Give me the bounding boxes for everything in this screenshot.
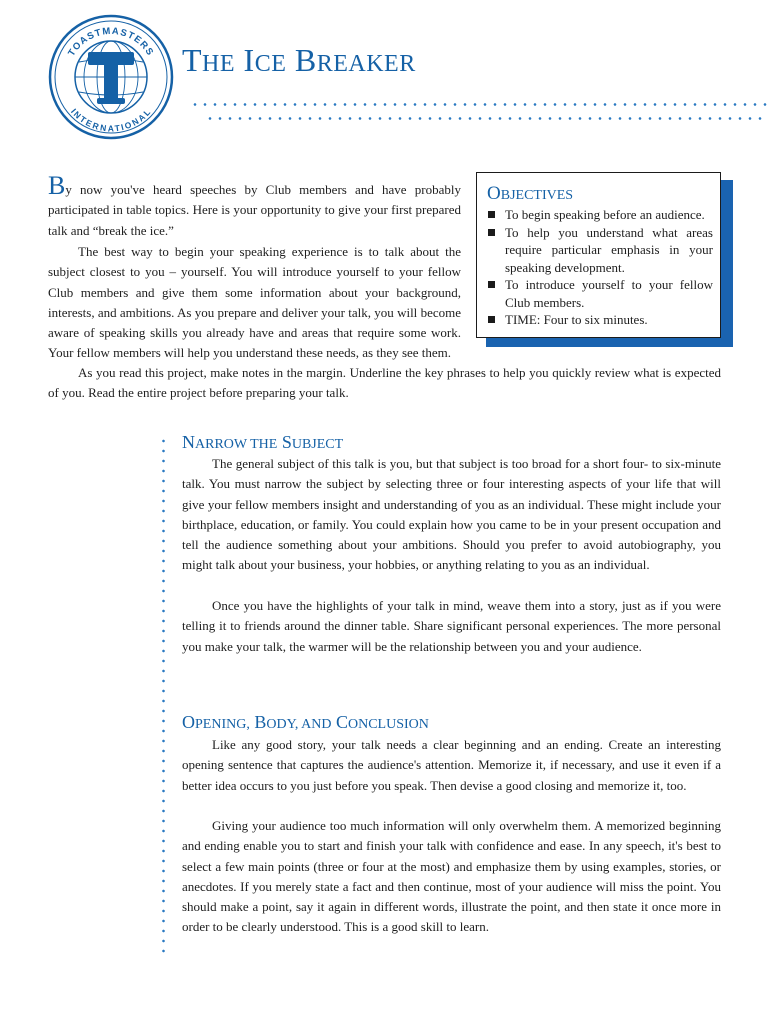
- title-dotted-rule-top: [190, 103, 768, 106]
- bullet-square-icon: [488, 229, 495, 236]
- objective-item: TIME: Four to six minutes.: [487, 311, 713, 329]
- intro-paragraph-2: The best way to begin your speaking experience is to talk about the subject closest to you – yourself. You will introduce yourself to your fellow Club members and give them some information about your background, interests, and ambitions. As you prepare and deliver your talk, you will become aware of speaking skills you already have and areas that require some work. Your fellow members will help you understand these needs, as they see them.: [48, 244, 461, 361]
- objective-item: To help you understand what areas require particular emphasis in your speaking development.: [487, 224, 713, 277]
- drop-cap: B: [48, 171, 66, 200]
- logo-bottom-text: INTERNATIONAL: [68, 106, 153, 134]
- logo-top-text: TOASTMASTERS: [66, 25, 156, 59]
- objectives-list: [487, 206, 713, 329]
- toastmasters-logo-icon: [46, 12, 176, 142]
- margin-dotted-rule: [162, 436, 165, 958]
- bullet-square-icon: [488, 211, 495, 218]
- objectives-heading: OBJECTIVES: [487, 183, 574, 204]
- page-title: THE ICE BREAKER: [182, 42, 416, 78]
- section-1-paragraph-1: The general subject of this talk is you, but that subject is too broad for a short four- to six-minute talk. You must narrow the subject by selecting three or four interesting aspects of your life that will give your fellow members insight and understanding of you as an individual. These might include your birthplace, education, or family. You could explain how you came to be in your present occupation and tell the audience something about your ambitions. Should you prefer to avoid autobiography, you might talk about your business, your hobbies, or anything relating to you as an individual.: [182, 456, 721, 573]
- intro-paragraph-3: As you read this project, make notes in the margin. Underline the key phrases to help you quickly review what is expected of you. Read the entire project before preparing your talk.: [48, 365, 721, 401]
- objective-item: To introduce yourself to your fellow Club members.: [487, 276, 713, 311]
- objectives-box: [476, 172, 721, 338]
- section-2-paragraph-2: Giving your audience too much information will only overwhelm them. A memorized beginning and ending enable you to start and finish your talk with confidence and ease. In any speech, it's best to select a few main points (three or four at the most) and emphasize them by using examples, stories, or anecdotes. If you merely state a fact and then continue, most of your audience will miss the point. You should make a point, say it again in different words, illustrate the point, and then state it once more in order to be clearly understood. This is a good skill to learn.: [182, 818, 721, 935]
- title-dotted-rule-bottom: [205, 117, 768, 120]
- section-1-paragraph-2: Once you have the highlights of your talk in mind, weave them into a story, just as if you were telling it to friends around the dinner table. Share significant personal experiences. The more personal you make your talk, the warmer will be the relationship between you and your audience.: [182, 598, 721, 654]
- bullet-square-icon: [488, 281, 495, 288]
- intro-paragraph-1: By now you've heard speeches by Club members and have probably participated in table topics. Here is your opportunity to give your first prepared talk and “break the ice.”: [48, 171, 461, 238]
- section-2-paragraph-1: Like any good story, your talk needs a clear beginning and an ending. Create an interesting opening sentence that captures the audience's attention. Memorize it, if necessary, and use it even if a better idea occurs to you just before you speak. Then devise a good closing and memorize it, too.: [182, 737, 721, 793]
- bullet-square-icon: [488, 316, 495, 323]
- objective-item: To begin speaking before an audience.: [487, 206, 713, 224]
- section-heading-narrow-the-subject: NARROW THE SUBJECT: [182, 432, 344, 452]
- section-heading-opening-body-conclusion: OPENING, BODY, AND CONCLUSION: [182, 712, 429, 732]
